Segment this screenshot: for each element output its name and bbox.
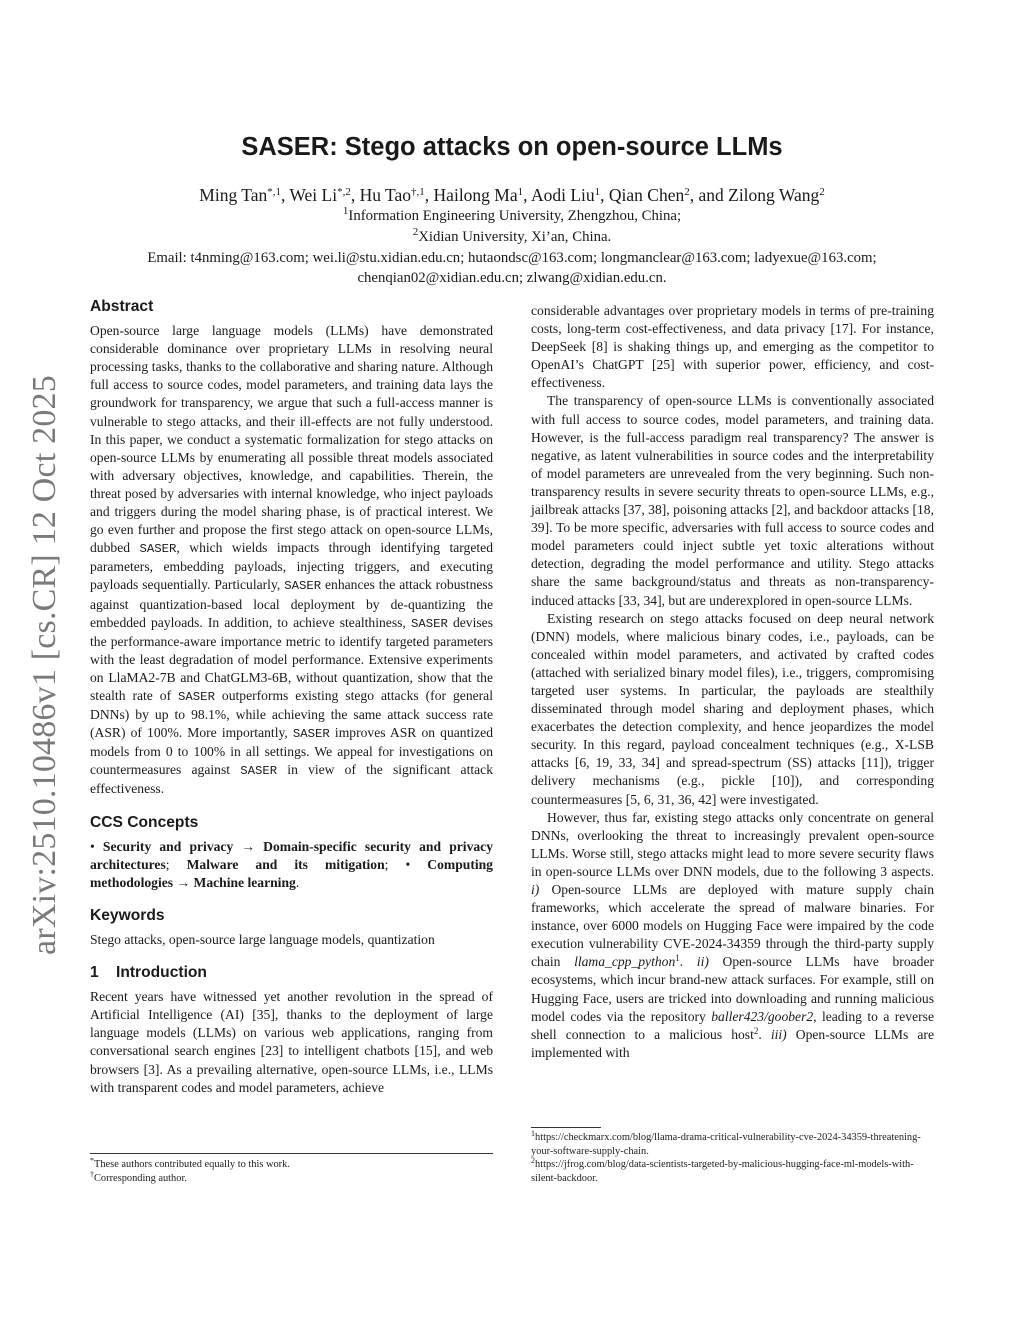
author-list: [0, 185, 1024, 206]
abstract-heading: Abstract: [90, 298, 154, 315]
intro-paragraph-4: However, thus far, existing stego attacks only concentrate on general DNNs, overlooking the threat to increasingly prevalent open-source LLMs. Worse still, stego attacks might lead to more severe security flaws in open-source LLMs over DNN models, due to the following 3 aspects. i) Open-source LLMs are deployed with mature supply chain frameworks, which accelerate the spread of malware binaries. For instance, over 6000 models on Hugging Face were impaired by the code execution vulnerability CVE-2024-34359 through the third-party supply chain llama_cpp_python$^1$. ii) Open-source LLMs have broader ecosystems, which incur brand-new attack surfaces. For example, still on Hugging Face, users are tricked into downloading and running malicious model codes via the repository baller423/goober2, leading to a reverse shell connection to a malicious host$^2$. iii) Open-source LLMs are implemented with: [531, 809, 935, 1060]
ccs-heading: CCS Concepts: [90, 813, 199, 831]
email-line-1: Email: t4nming@163.com; wei.li@stu.xidian.edu.cn; hutaondsc@163.com; longmanclear@163.com; ladyexue@163.com;: [147, 250, 877, 266]
author: Ming Tan$^{*,1}$,: [199, 185, 290, 205]
author: Hailong Ma$^1$,: [433, 185, 531, 205]
keywords-text: Stego attacks, open-source large language models, quantization: [90, 932, 435, 947]
footnote-rule-right: [531, 1127, 601, 1128]
abstract-text: Open-source large language models (LLMs) have demonstrated considerable dominance over proprietary LLMs in resolving neural processing tasks, thanks to the collaborative and sharing nature. Although full access to source codes, model parameters, and training data lays the groundwork for transparency, we argue that such a full-access manner is vulnerable to stego attacks, and their ill-effects are not fully understood. In this paper, we conduct a systematic formalization for stego attacks on open-source LLMs by enumerating all possible threat models associated with adversary objectives, knowledge, and capabilities. Therein, the threat posed by adversaries with internal knowledge, who inject payloads and triggers during the model sharing phase, is of practical interest. We go even further and propose the first stego attack on open-source LLMs, dubbed SASER, which wields impacts through identifying targeted parameters, embedding payloads, injecting triggers, and executing payloads sequentially. Particularly, SASER enhances the attack robustness against quantization-based local deployment by de-quantizing the embedded payloads. In addition, to achieve stealthiness, SASER devises the performance-aware importance metric to identify targeted parameters with the least degradation of model performance. Extensive experiments on LlaMA2-7B and ChatGLM3-6B, without quantization, show that the stealth rate of SASER outperforms existing stego attacks (for general DNNs) by up to 98.1%, while achieving the same attack success rate (ASR) of 100%. More importantly, SASER improves ASR on quantized models from 0 to 100% in all settings. We appeal for investigations on countermeasures against SASER in view of the significant attack effectiveness.: [90, 323, 493, 797]
intro-paragraph-2: The transparency of open-source LLMs is conventionally associated with full access to source codes, model parameters, and training data. However, is the full-access paradigm real transparency? The answer is negative, as latent vulnerabilities in source codes and the interpretability of model parameters are unrevealed from the very beginning. Such non-transparency results in severe security threats to open-source LLMs, e.g., jailbreak attacks [37, 38], poisoning attacks [2], and backdoor attacks [18, 39]. To be more specific, adversaries with full access to source codes and model parameters could inject subtle yet toxic alterations without detection, degrading the model performance and utility. Stego attacks share the same background/status and threats as non-transparency-induced attacks [33, 34], but are underexplored in open-source LLMs.: [531, 393, 934, 608]
author: Wei $Li^{*,2}$,: [289, 185, 360, 205]
right-column: [531, 302, 934, 1062]
footnotes-right: [531, 1131, 934, 1185]
arxiv-identifier: arXiv:2510.10486v1 [cs.CR] 12 Oct 2025: [26, 374, 63, 955]
author: Zilong Wang$^2$: [728, 185, 825, 205]
affiliation-1: $^1$Information Engineering University, Zhengzhou, China;: [342, 205, 682, 224]
intro-paragraph-1: Recent years have witnessed yet another revolution in the spread of Artificial Intelligence (AI) [35], thanks to the deployment of large language models (LLMs) on various web applications, ranging from conversational search engines [23] to intelligent chatbots [15], and web browsers [3]. As a prevailing alternative, open-source LLMs, i.e., LLMs with transparent codes and model parameters, achieve: [90, 989, 493, 1095]
intro-paragraph-3: Existing research on stego attacks focused on deep neural network (DNN) models, where malicious binary codes, i.e., payloads, can be concealed within model parameters, and activated by crafted codes (attached with serialized binary model files), i.e., triggers, compromising targeted user systems. In particular, the payloads are stealthily disseminated through model sharing and deployment phases, which exacerbates the detection complexity, and hence jeopardizes the model security. In this regard, payload concealment techniques (e.g., X-LSB attacks [6, 19, 33, 34] and spread-spectrum (SS) attacks [11]), trigger delivery mechanisms (e.g., pickle [10]), and corresponding countermeasures [5, 6, 31, 36, 42] were investigated.: [531, 610, 934, 807]
footnote-corresponding: †Corresponding author.: [90, 1169, 187, 1184]
footnote-equal-contribution: *These authors contributed equally to this work.: [90, 1156, 290, 1170]
footnotes-left: [90, 1158, 493, 1185]
footnote-1-url: $^1$https://checkmarx.com/blog/llama-drama-critical-vulnerability-cve-2024-34359-threatening-your-software-supply-chain.: [531, 1129, 921, 1157]
email-line-2: chenqian02@xidian.edu.cn; zlwang@xidian.edu.cn.: [357, 270, 667, 286]
author: Aodi Liu$^1$,: [530, 185, 609, 205]
footnote-2-url: $^2$https://jfrog.com/blog/data-scientists-targeted-by-malicious-hugging-face-ml-models-with-silent-backdoor.: [531, 1156, 914, 1184]
affiliation-2: $^2$Xidian University, Xi’an, China.: [412, 226, 612, 245]
author: Qian Chen$^2$, and: [608, 185, 729, 205]
footnote-rule-left: [90, 1153, 493, 1154]
author: Hu Tao$^{\dagger,1}$,: [359, 185, 434, 205]
keywords-heading: Keywords: [90, 906, 165, 924]
ccs-concepts: • Security and privacy → Domain-specific security and privacy architectures; Malware and its mitigation; • Computing methodologies → Machine learning.: [90, 838, 493, 890]
introduction-heading: 1 Introduction: [90, 964, 207, 982]
intro-paragraph-1-continued: considerable advantages over proprietary models in terms of pre-training costs, long-term cost-effectiveness, and data privacy [17]. For instance, DeepSeek [8] is shaking things up, and emerging as the competitor to OpenAI’s ChatGPT [25] with superior power, efficiency, and cost-effectiveness.: [531, 303, 934, 391]
left-column: [90, 298, 493, 1097]
arxiv-sidebar-stamp: [18, 372, 72, 957]
paper-title: SASER: Stego attacks on open-source LLMs: [241, 133, 783, 161]
